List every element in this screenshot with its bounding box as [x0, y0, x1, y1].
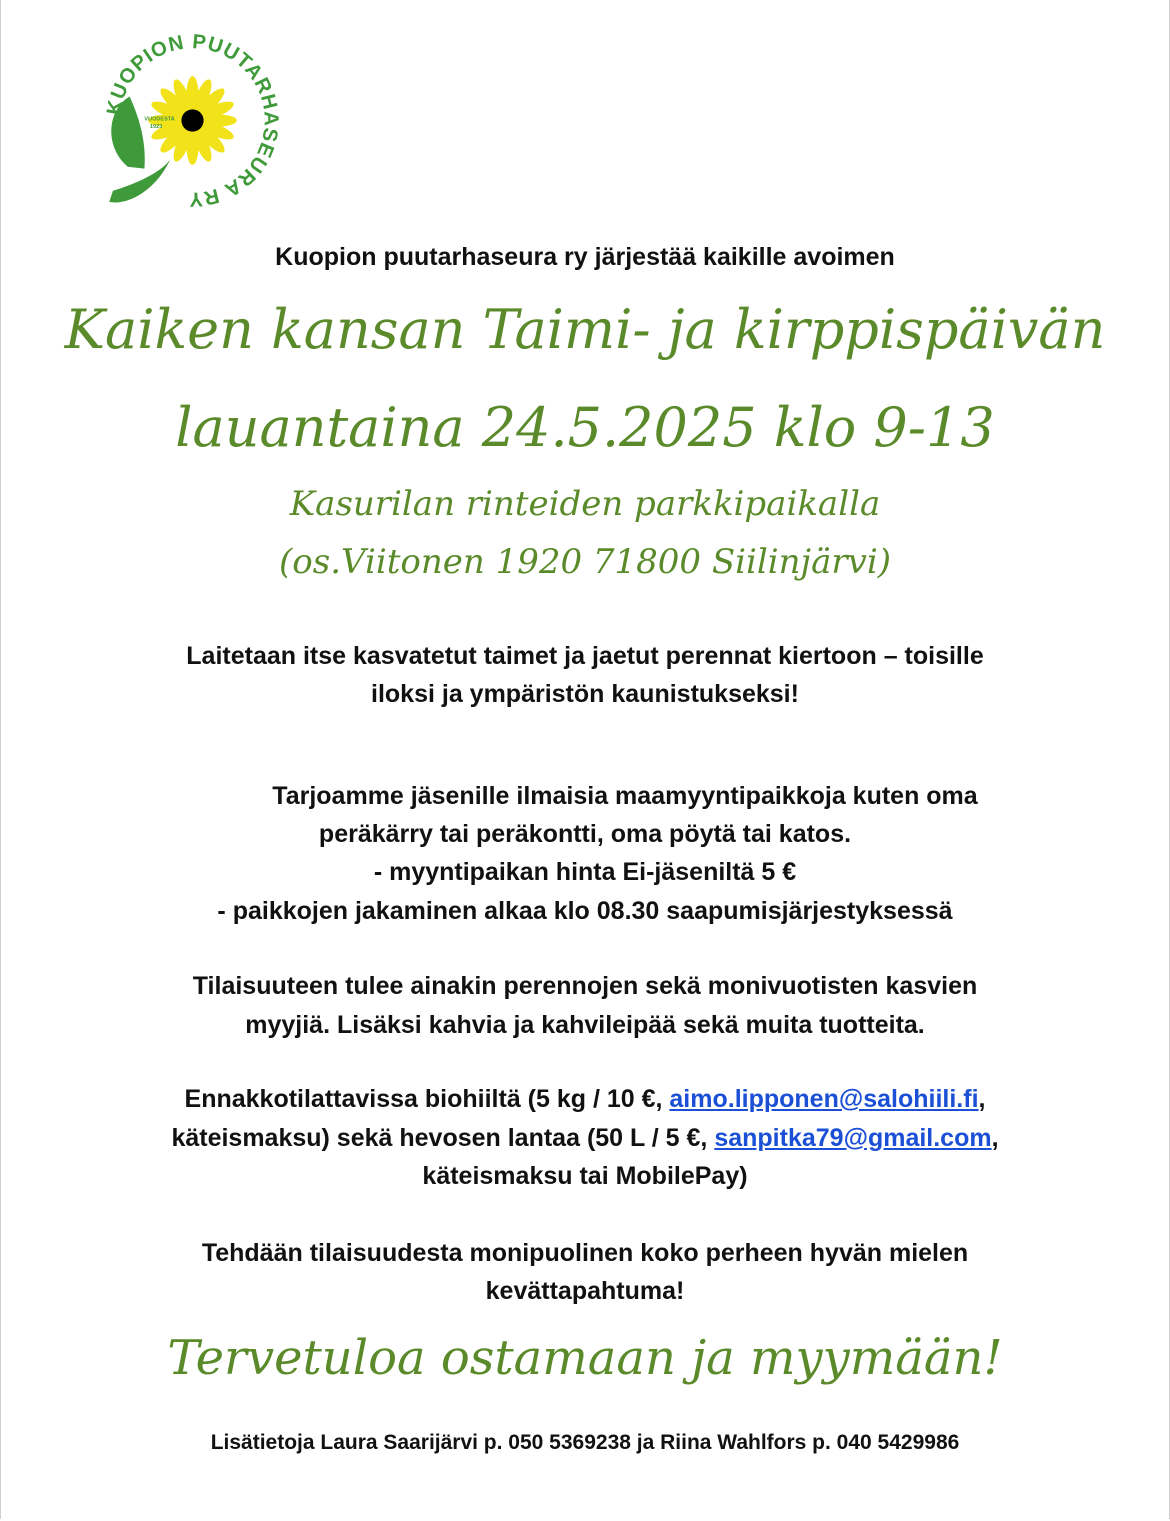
logo-flower-center: [181, 109, 203, 131]
para3-line2: myyjiä. Lisäksi kahvia ja kahvileipää sekä muita tuotteita.: [245, 1011, 925, 1039]
event-title-line1: Kaiken kansan Taimi- ja kirppispäivän: [64, 298, 1106, 361]
email-link-sanpitka[interactable]: sanpitka79@gmail.com: [714, 1124, 992, 1152]
para4-line1: [0, 1080, 1170, 1118]
contact-footer: Lisätietoja Laura Saarijärvi p. 050 5369238 ja Riina Wahlfors p. 040 5429986: [210, 1431, 960, 1454]
para4-line3: käteismaksu tai MobilePay): [422, 1162, 748, 1190]
para2-line3: - myyntipaikan hinta Ei-jäseniltä 5 €: [373, 858, 797, 886]
email-link-aimo[interactable]: aimo.lipponen@salohiili.fi: [669, 1085, 979, 1113]
para4-line1-text: Ennakkotilattavissa biohiiltä (5 kg / 10 €,: [184, 1085, 670, 1113]
intro-text: Kuopion puutarhaseura ry järjestää kaikille avoimen: [275, 243, 895, 271]
para4-line1-comma: ,: [978, 1085, 986, 1113]
welcome-text: Tervetuloa ostamaan ja myymään!: [167, 1330, 1003, 1386]
para1-line2: iloksi ja ympäristön kaunistukseksi!: [371, 680, 799, 708]
logo-inner-text-2: 1923: [149, 123, 163, 130]
event-title-line2: lauantaina 24.5.2025 klo 9-13: [175, 396, 995, 459]
para2-line2: peräkärry tai peräkontti, oma pöytä tai katos.: [318, 820, 852, 848]
para5-line1: Tehdään tilaisuudesta monipuolinen koko perheen hyvän mielen: [201, 1239, 969, 1267]
para5-line2: kevättapahtuma!: [485, 1277, 685, 1305]
para4-line2: [0, 1119, 1170, 1157]
logo-ring-text: KUOPION PUUTARHASEURA RY: [103, 31, 282, 210]
para4-line2-comma: ,: [991, 1124, 999, 1152]
para2-line4: - paikkojen jakaminen alkaa klo 08.30 saapumisjärjestyksessä: [217, 897, 953, 925]
logo-inner-text-1: VUODESTA: [144, 116, 175, 123]
location-line1: Kasurilan rinteiden parkkipaikalla: [289, 484, 881, 524]
para2-line1: Tarjoamme jäsenille ilmaisia maamyyntipaikkoja kuten oma: [272, 782, 978, 810]
club-logo: [100, 28, 285, 213]
para1-line1: Laitetaan itse kasvatetut taimet ja jaetut perennat kiertoon – toisille: [186, 642, 984, 670]
location-line2: (os.Viitonen 1920 71800 Siilinjärvi): [279, 542, 891, 582]
para4-line2-text: käteismaksu) sekä hevosen lantaa (50 L / 5 €,: [171, 1124, 715, 1152]
para3-line1: Tilaisuuteen tulee ainakin perennojen sekä monivuotisten kasvien: [192, 972, 978, 1000]
